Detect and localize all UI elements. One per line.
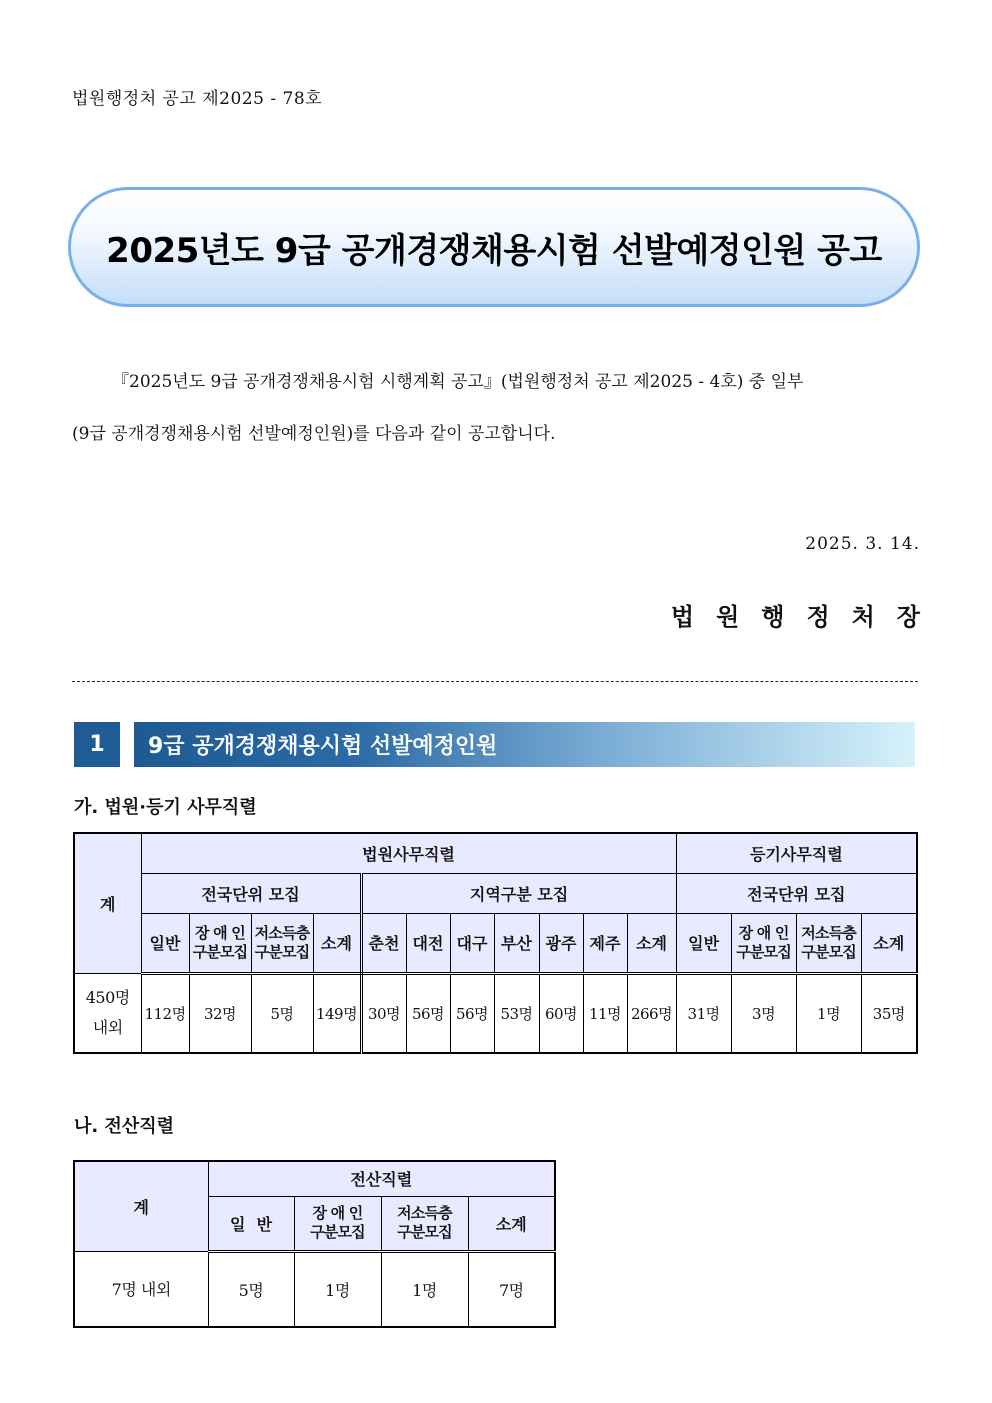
- column-header: 장 애 인 구분모집: [189, 913, 251, 973]
- table-cell: 35명: [861, 973, 917, 1053]
- column-header: 저소득층 구분모집: [381, 1196, 468, 1251]
- table-cell: 5명: [208, 1251, 294, 1327]
- signer: 법원행정처장: [670, 603, 942, 631]
- court-regional-header: 지역구분 모집: [361, 873, 676, 913]
- table-cell: 56명: [406, 973, 450, 1053]
- column-header: 장 애 인 구분모집: [731, 913, 796, 973]
- table-cell: 112명: [141, 973, 189, 1053]
- table-cell: 30명: [361, 973, 406, 1053]
- column-header: 부산: [494, 913, 539, 973]
- column-header: 춘천: [361, 913, 406, 973]
- page-title: 2025년도 9급 공개경쟁채용시험 선발예정인원 공고: [106, 230, 882, 271]
- notice-number: 법원행정처 공고 제2025 - 78호: [72, 89, 323, 109]
- table-cell: 1명: [294, 1251, 381, 1327]
- column-header: 소계: [468, 1196, 555, 1251]
- notice-date: 2025. 3. 14.: [805, 534, 920, 554]
- table-cell: 266명: [627, 973, 676, 1053]
- table-cell: 11명: [583, 973, 627, 1053]
- group-court: 법원사무직렬: [141, 833, 676, 873]
- total-header: 계: [74, 1161, 208, 1251]
- table-cell: 3명: [731, 973, 796, 1053]
- section-title: 9급 공개경쟁채용시험 선발예정인원: [134, 722, 915, 767]
- column-header: 소계: [313, 913, 361, 973]
- subtitle-computing: 나. 전산직렬: [74, 1116, 175, 1137]
- table-cell: 5명: [251, 973, 313, 1053]
- table-cell: 60명: [539, 973, 583, 1053]
- table-cell: 56명: [450, 973, 494, 1053]
- column-header: 일 반: [208, 1196, 294, 1251]
- intro-line-1: 『2025년도 9급 공개경쟁채용시험 시행계획 공고』(법원행정처 공고 제2025 - 4호) 중 일부: [112, 372, 804, 392]
- column-header: 대전: [406, 913, 450, 973]
- table-cell: 149명: [313, 973, 361, 1053]
- registry-national-header: 전국단위 모집: [676, 873, 917, 913]
- total-value: 450명 내외: [74, 973, 141, 1053]
- court-registry-table: [73, 832, 918, 1054]
- table-cell: 31명: [676, 973, 731, 1053]
- subtitle-court-registry: 가. 법원·등기 사무직렬: [74, 797, 257, 818]
- group-registry: 등기사무직렬: [676, 833, 917, 873]
- column-header: 저소득층 구분모집: [251, 913, 313, 973]
- column-header: 장 애 인 구분모집: [294, 1196, 381, 1251]
- column-header: 저소득층 구분모집: [796, 913, 861, 973]
- intro-line-2: (9급 공개경쟁채용시험 선발예정인원)를 다음과 같이 공고합니다.: [72, 424, 556, 444]
- column-header: 대구: [450, 913, 494, 973]
- computing-table: [73, 1160, 556, 1328]
- group-computing: 전산직렬: [208, 1161, 555, 1196]
- table-cell: 1명: [381, 1251, 468, 1327]
- column-header: 소계: [627, 913, 676, 973]
- table-cell: 7명: [468, 1251, 555, 1327]
- column-header: 일반: [141, 913, 189, 973]
- total-value: 7명 내외: [74, 1251, 208, 1327]
- divider: [72, 681, 918, 682]
- table-cell: 53명: [494, 973, 539, 1053]
- table-cell: 32명: [189, 973, 251, 1053]
- column-header: 소계: [861, 913, 917, 973]
- table-cell: 1명: [796, 973, 861, 1053]
- column-header: 제주: [583, 913, 627, 973]
- total-header: 계: [74, 833, 141, 973]
- title-banner: [68, 187, 920, 307]
- court-national-header: 전국단위 모집: [141, 873, 361, 913]
- section-number: 1: [74, 722, 120, 767]
- column-header: 광주: [539, 913, 583, 973]
- column-header: 일반: [676, 913, 731, 973]
